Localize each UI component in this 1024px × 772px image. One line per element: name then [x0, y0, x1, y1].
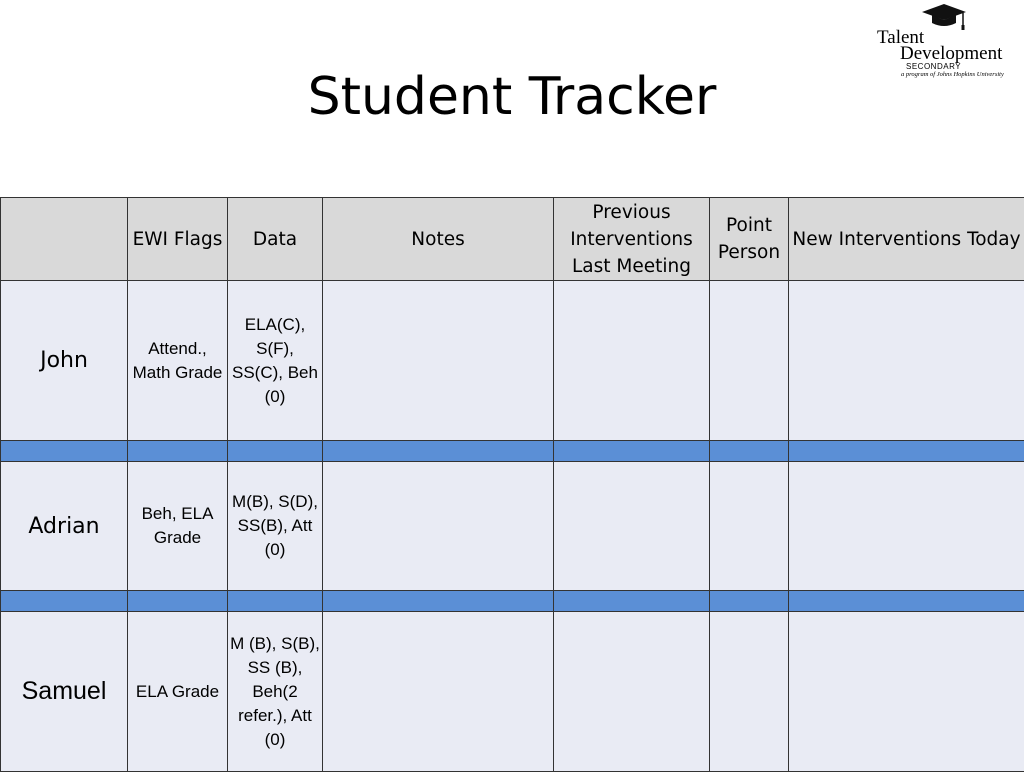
header-notes: Notes	[323, 198, 554, 281]
point-person-cell[interactable]	[710, 612, 789, 772]
header-point-person: Point Person	[710, 198, 789, 281]
table-row	[1, 281, 1024, 441]
header-data: Data	[228, 198, 323, 281]
student-tracker-table	[0, 197, 1024, 772]
header-ewi-flags: EWI Flags	[128, 198, 228, 281]
previous-interventions-cell[interactable]	[554, 462, 710, 591]
student-name: Adrian	[1, 462, 128, 591]
table-header-row	[1, 198, 1024, 281]
student-name: Samuel	[1, 612, 128, 772]
data-cell[interactable]: M(B), S(D), SS(B), Att (0)	[228, 462, 323, 591]
page-title: Student Tracker	[0, 62, 1024, 132]
previous-interventions-cell[interactable]	[554, 612, 710, 772]
table-row	[1, 462, 1024, 591]
notes-cell[interactable]	[323, 612, 554, 772]
student-name: John	[1, 281, 128, 441]
talent-development-logo	[874, 2, 1024, 82]
data-cell[interactable]: M (B), S(B), SS (B), Beh(2 refer.), Att (0)	[228, 612, 323, 772]
row-separator	[1, 441, 1024, 462]
previous-interventions-cell[interactable]	[554, 281, 710, 441]
notes-cell[interactable]	[323, 462, 554, 591]
table-row	[1, 612, 1024, 772]
graduation-cap-icon	[920, 2, 968, 32]
new-interventions-cell[interactable]	[789, 462, 1024, 591]
ewi-flags-cell[interactable]: Beh, ELA Grade	[128, 462, 228, 591]
logo-text-talent: Talent	[877, 28, 924, 48]
point-person-cell[interactable]	[710, 462, 789, 591]
new-interventions-cell[interactable]	[789, 281, 1024, 441]
header-new-interventions: New Interventions Today	[789, 198, 1024, 281]
header-name-column	[1, 198, 128, 281]
logo-text-development: Development	[900, 44, 1002, 64]
ewi-flags-cell[interactable]: Attend., Math Grade	[128, 281, 228, 441]
new-interventions-cell[interactable]	[789, 612, 1024, 772]
point-person-cell[interactable]	[710, 281, 789, 441]
notes-cell[interactable]	[323, 281, 554, 441]
logo-tagline: a program of Johns Hopkins University	[901, 71, 1004, 78]
data-cell[interactable]: ELA(C), S(F), SS(C), Beh (0)	[228, 281, 323, 441]
ewi-flags-cell[interactable]: ELA Grade	[128, 612, 228, 772]
logo-text-secondary: SECONDARY	[906, 62, 961, 71]
header-previous-interventions: Previous Interventions Last Meeting	[554, 198, 710, 281]
row-separator	[1, 591, 1024, 612]
